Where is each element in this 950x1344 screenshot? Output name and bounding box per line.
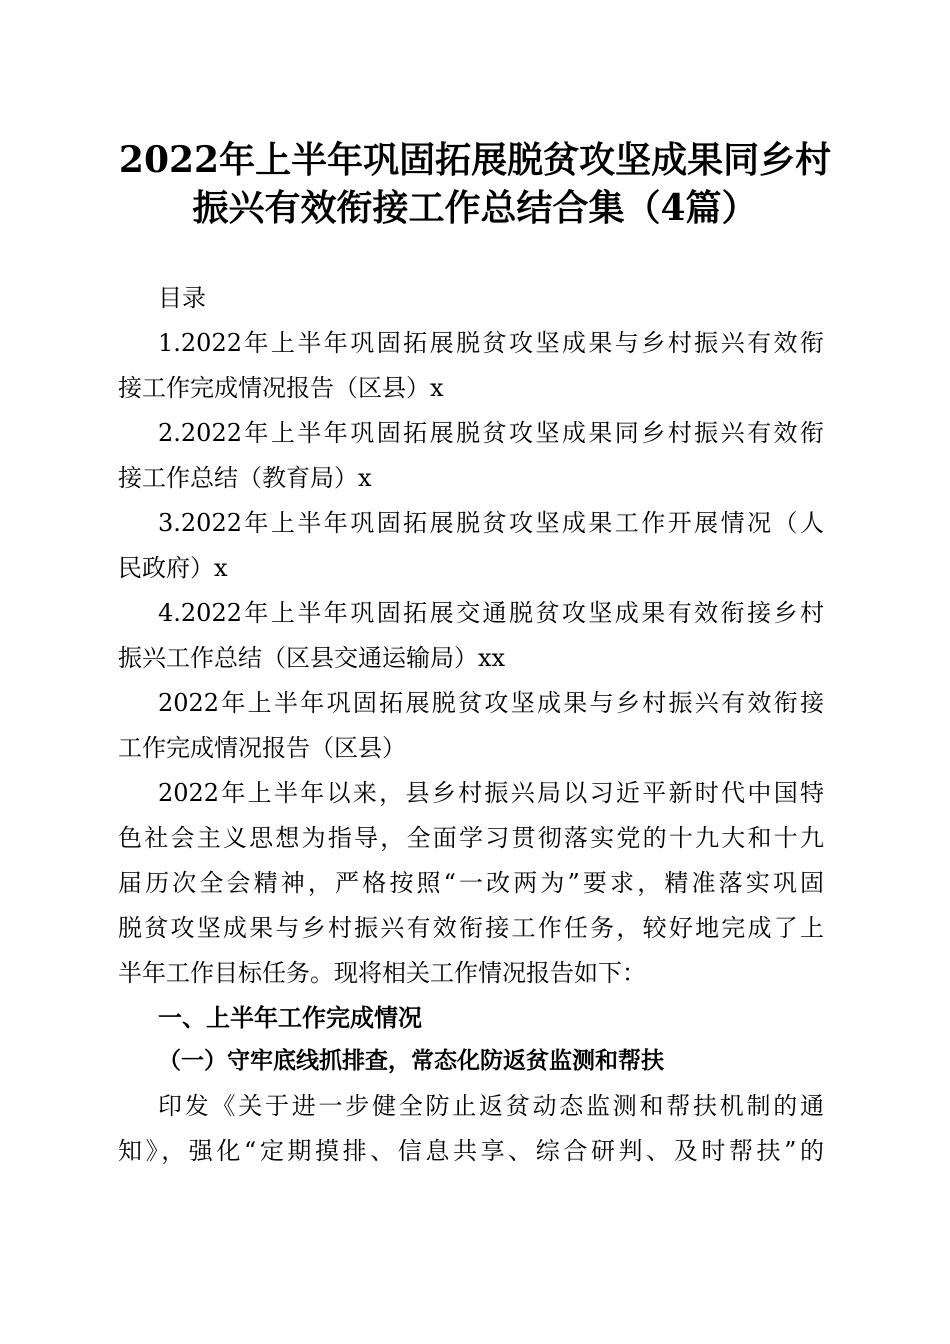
paragraph-1-line-2: 知》，强化“定期摸排、信息共享、综合研判、及时帮扶”的	[118, 1137, 824, 1165]
section-heading-1: 一、上半年工作完成情况	[158, 1004, 422, 1032]
article-title-line-2: 工作完成情况报告（区县）	[118, 734, 406, 762]
subsection-heading-1: （一）守牢底线抓排查，常态化防返贫监测和帮扶	[158, 1047, 664, 1074]
toc-item-3-line-2: 民政府）x	[118, 554, 228, 582]
intro-line-2: 色社会主义思想为指导，全面学习贯彻落实党的十九大和十九	[118, 824, 824, 852]
toc-item-2-line-1: 2.2022年上半年巩固拓展脱贫攻坚成果同乡村振兴有效衔	[158, 419, 824, 447]
toc-item-1-line-2: 接工作完成情况报告（区县）x	[118, 374, 444, 402]
intro-line-1: 2022年上半年以来，县乡村振兴局以习近平新时代中国特	[158, 779, 824, 807]
toc-item-1-line-1: 1.2022年上半年巩固拓展脱贫攻坚成果与乡村振兴有效衔	[158, 329, 824, 357]
toc-label: 目录	[158, 284, 206, 312]
toc-item-2-line-2: 接工作总结（教育局）x	[118, 464, 372, 492]
intro-line-4: 脱贫攻坚成果与乡村振兴有效衔接工作任务，较好地完成了上	[118, 914, 824, 942]
document-title-line-2: 振兴有效衔接工作总结合集（4篇）	[192, 187, 758, 229]
toc-item-3-line-1: 3.2022年上半年巩固拓展脱贫攻坚成果工作开展情况（人	[158, 509, 824, 537]
toc-item-4-line-2: 振兴工作总结（区县交通运输局）xx	[118, 644, 506, 672]
paragraph-1-line-1: 印发《关于进一步健全防止返贫动态监测和帮扶机制的通	[158, 1092, 824, 1120]
article-title-line-1: 2022年上半年巩固拓展脱贫攻坚成果与乡村振兴有效衔接	[158, 689, 824, 717]
intro-line-3: 届历次全会精神，严格按照“一改两为”要求，精准落实巩固	[118, 869, 824, 897]
intro-line-5: 半年工作目标任务。现将相关工作情况报告如下：	[118, 959, 646, 987]
toc-item-4-line-1: 4.2022年上半年巩固拓展交通脱贫攻坚成果有效衔接乡村	[158, 599, 824, 627]
document-title-line-1: 2022年上半年巩固拓展脱贫攻坚成果同乡村	[118, 139, 832, 181]
